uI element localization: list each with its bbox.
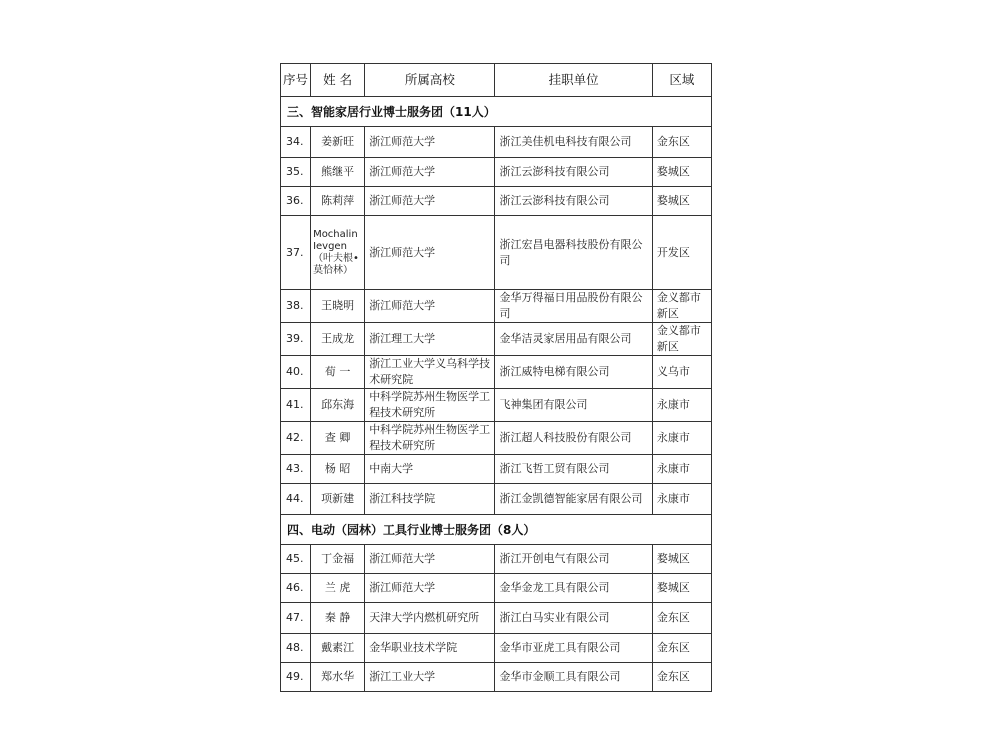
row-university: 浙江师范大学 (365, 574, 495, 603)
row-university: 浙江师范大学 (365, 545, 495, 574)
row-name: 王成龙 (311, 323, 365, 356)
row-unit: 金华万得福日用品股份有限公司 (495, 290, 652, 323)
row-index: 42. (281, 422, 311, 455)
row-university: 浙江工业大学 (365, 663, 495, 692)
section-header-row (281, 97, 712, 127)
row-index: 36. (281, 187, 311, 216)
row-unit: 浙江白马实业有限公司 (495, 603, 652, 634)
row-unit: 浙江云澎科技有限公司 (495, 158, 652, 187)
row-index: 38. (281, 290, 311, 323)
row-area: 永康市 (652, 484, 711, 515)
row-university: 中南大学 (365, 455, 495, 484)
row-index: 47. (281, 603, 311, 634)
table-row (281, 484, 712, 515)
table-row (281, 323, 712, 356)
row-index: 37. (281, 216, 311, 290)
row-area: 婺城区 (652, 187, 711, 216)
row-name: 兰 虎 (311, 574, 365, 603)
table-row (281, 356, 712, 389)
table-header-row (281, 64, 712, 97)
row-area: 开发区 (652, 216, 711, 290)
row-area: 永康市 (652, 455, 711, 484)
row-name: Mochalin Ievgen（叶夫根•莫恰林） (311, 216, 365, 290)
row-name: 王晓明 (311, 290, 365, 323)
row-university: 中科学院苏州生物医学工程技术研究所 (365, 389, 495, 422)
section-title: 三、智能家居行业博士服务团（11人） (281, 97, 712, 127)
row-index: 48. (281, 634, 311, 663)
row-name: 荀 一 (311, 356, 365, 389)
row-unit: 浙江云澎科技有限公司 (495, 187, 652, 216)
row-area: 婺城区 (652, 545, 711, 574)
row-index: 45. (281, 545, 311, 574)
row-index: 35. (281, 158, 311, 187)
row-name: 郑水华 (311, 663, 365, 692)
header-unit: 挂职单位 (495, 64, 652, 97)
row-unit: 金华金龙工具有限公司 (495, 574, 652, 603)
section-title: 四、电动（园林）工具行业博士服务团（8人） (281, 515, 712, 545)
row-university: 浙江科技学院 (365, 484, 495, 515)
header-area: 区域 (652, 64, 711, 97)
row-index: 34. (281, 127, 311, 158)
table-row (281, 216, 712, 290)
table-row (281, 127, 712, 158)
row-index: 44. (281, 484, 311, 515)
table-row (281, 603, 712, 634)
row-name: 熊继平 (311, 158, 365, 187)
row-name: 项新建 (311, 484, 365, 515)
table-row (281, 634, 712, 663)
row-area: 金东区 (652, 663, 711, 692)
row-unit: 金华市金顺工具有限公司 (495, 663, 652, 692)
row-name: 丁金福 (311, 545, 365, 574)
row-area: 金东区 (652, 603, 711, 634)
table-row (281, 663, 712, 692)
table-row (281, 290, 712, 323)
row-area: 金义都市新区 (652, 323, 711, 356)
row-unit: 金华市亚虎工具有限公司 (495, 634, 652, 663)
row-unit: 飞神集团有限公司 (495, 389, 652, 422)
header-name: 姓 名 (311, 64, 365, 97)
row-unit: 浙江威特电梯有限公司 (495, 356, 652, 389)
table-row (281, 574, 712, 603)
row-name: 陈莉萍 (311, 187, 365, 216)
row-name: 查 卿 (311, 422, 365, 455)
table-row (281, 389, 712, 422)
row-area: 金东区 (652, 634, 711, 663)
row-index: 43. (281, 455, 311, 484)
doctor-service-table-container (280, 63, 712, 692)
row-name: 邱东海 (311, 389, 365, 422)
row-area: 永康市 (652, 422, 711, 455)
section-header-row (281, 515, 712, 545)
row-unit: 浙江金凯德智能家居有限公司 (495, 484, 652, 515)
table-row (281, 455, 712, 484)
row-unit: 浙江开创电气有限公司 (495, 545, 652, 574)
row-unit: 浙江宏昌电器科技股份有限公司 (495, 216, 652, 290)
row-unit: 浙江飞哲工贸有限公司 (495, 455, 652, 484)
row-university: 中科学院苏州生物医学工程技术研究所 (365, 422, 495, 455)
row-university: 天津大学内燃机研究所 (365, 603, 495, 634)
row-university: 浙江师范大学 (365, 187, 495, 216)
row-name: 秦 静 (311, 603, 365, 634)
row-university: 浙江理工大学 (365, 323, 495, 356)
table-row (281, 158, 712, 187)
row-index: 40. (281, 356, 311, 389)
row-unit: 浙江超人科技股份有限公司 (495, 422, 652, 455)
row-university: 浙江师范大学 (365, 158, 495, 187)
row-name: 戴素江 (311, 634, 365, 663)
row-university: 金华职业技术学院 (365, 634, 495, 663)
row-university: 浙江师范大学 (365, 290, 495, 323)
header-index: 序号 (281, 64, 311, 97)
header-university: 所属高校 (365, 64, 495, 97)
row-index: 39. (281, 323, 311, 356)
row-area: 金东区 (652, 127, 711, 158)
row-area: 永康市 (652, 389, 711, 422)
row-university: 浙江师范大学 (365, 216, 495, 290)
row-area: 义乌市 (652, 356, 711, 389)
row-area: 金义都市新区 (652, 290, 711, 323)
row-index: 49. (281, 663, 311, 692)
table-row (281, 422, 712, 455)
row-unit: 浙江美佳机电科技有限公司 (495, 127, 652, 158)
table-row (281, 545, 712, 574)
row-index: 41. (281, 389, 311, 422)
row-name: 姜新旺 (311, 127, 365, 158)
row-area: 婺城区 (652, 574, 711, 603)
row-index: 46. (281, 574, 311, 603)
row-unit: 金华洁灵家居用品有限公司 (495, 323, 652, 356)
row-university: 浙江师范大学 (365, 127, 495, 158)
doctor-service-table (280, 63, 712, 692)
row-area: 婺城区 (652, 158, 711, 187)
row-university: 浙江工业大学义乌科学技术研究院 (365, 356, 495, 389)
table-row (281, 187, 712, 216)
row-name: 杨 昭 (311, 455, 365, 484)
